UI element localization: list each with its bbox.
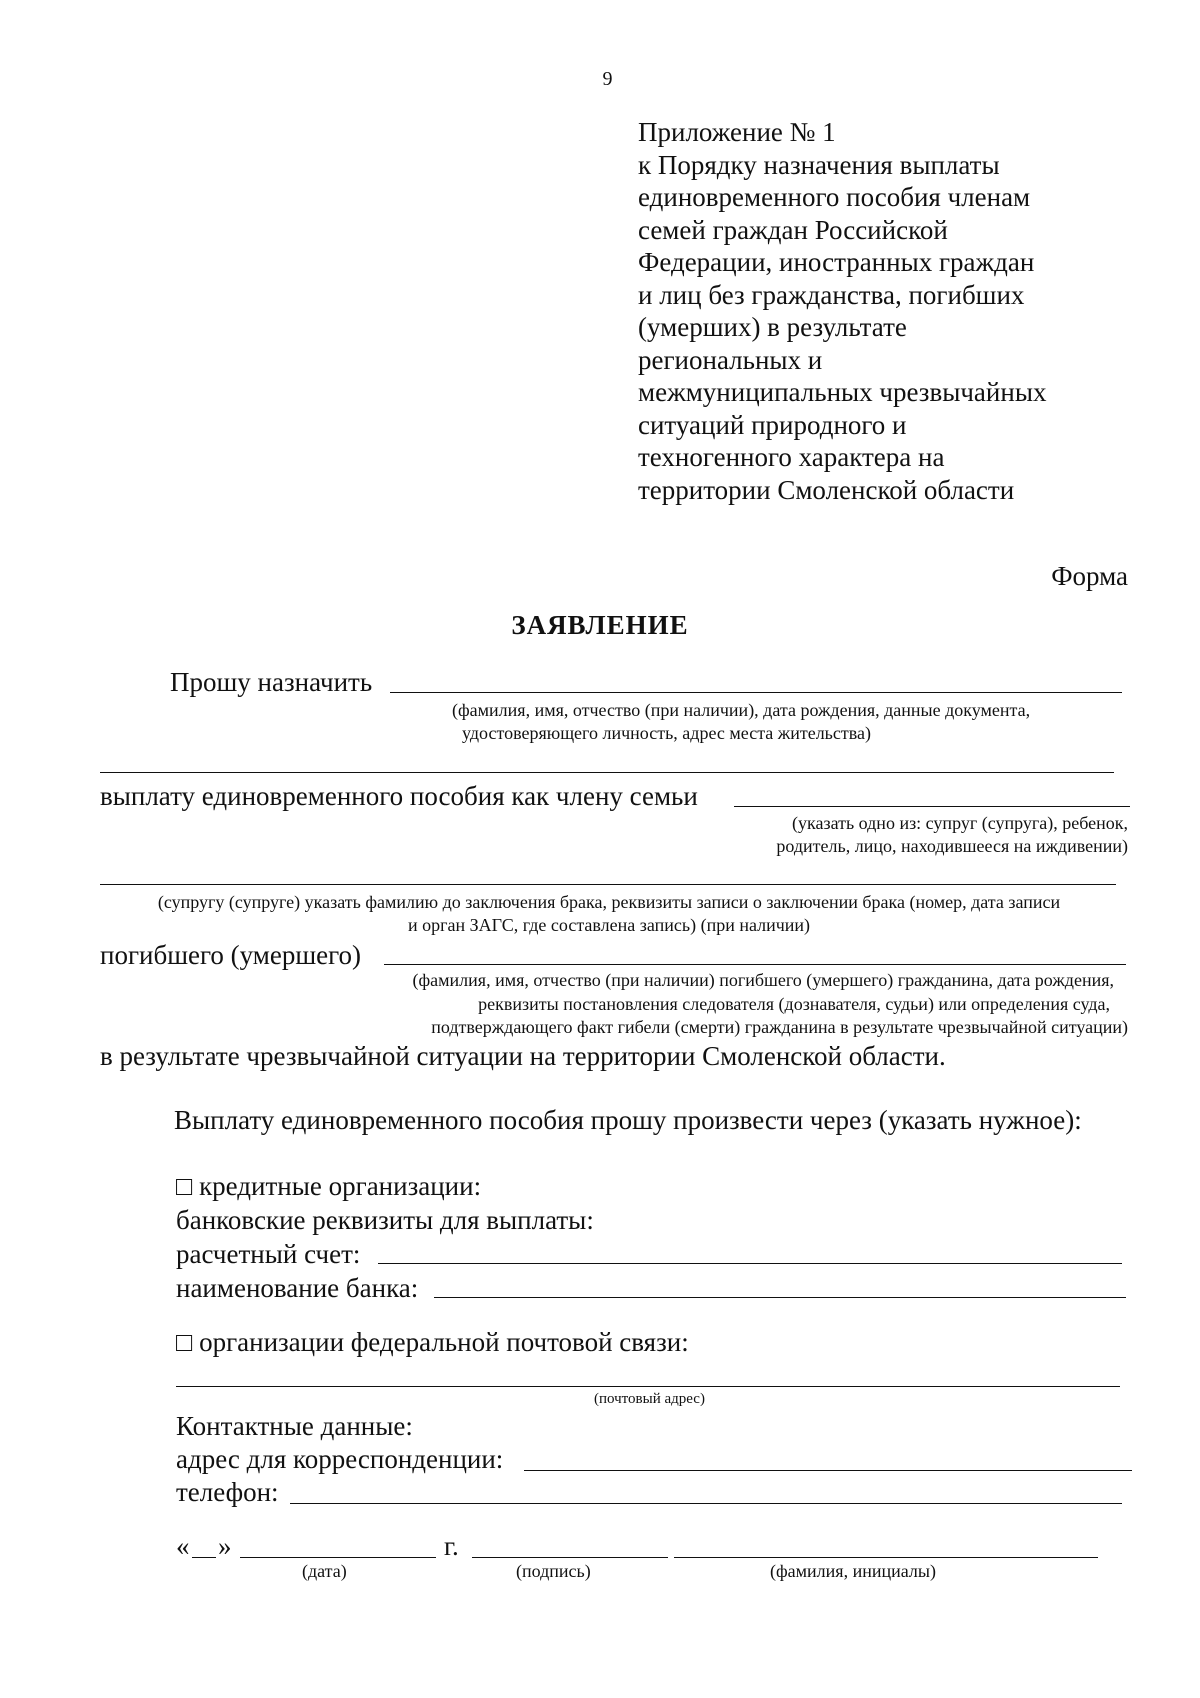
form-label: Форма	[1051, 561, 1128, 591]
applicant-field[interactable]	[390, 692, 1122, 693]
family-label: выплату единовременного пособия как члену семьи	[100, 781, 698, 811]
date-close-quote: »	[218, 1531, 232, 1561]
appendix-line: к Порядку назначения выплаты	[638, 149, 1000, 180]
post-option	[176, 1326, 689, 1358]
bank-details-label: банковские реквизиты для выплаты:	[176, 1205, 594, 1235]
appendix-line: территории Смоленской области	[638, 474, 1015, 505]
applicant-hint: удостоверяющего личность, адрес места жительства)	[462, 723, 871, 743]
postal-address-field[interactable]	[176, 1386, 1120, 1387]
relation-hint: родитель, лицо, находившееся на иждивении)	[776, 836, 1128, 856]
post-checkbox[interactable]: □	[176, 1327, 193, 1357]
spouse-hint: и орган ЗАГС, где составлена запись) (при наличии)	[407, 915, 811, 935]
document-title: ЗАЯВЛЕНИЕ	[511, 610, 689, 640]
name-initials-field[interactable]	[674, 1557, 1098, 1558]
appendix-line: единовременного пособия членам	[638, 182, 1031, 212]
day-field[interactable]	[192, 1557, 216, 1558]
correspondence-address-label: адрес для корреспонденции:	[176, 1444, 504, 1474]
spouse-details-field[interactable]	[100, 884, 1116, 885]
account-label: расчетный счет:	[176, 1239, 361, 1269]
post-option-label: организации федеральной почтовой связи:	[199, 1327, 689, 1357]
date-hint: (дата)	[302, 1561, 347, 1581]
bank-name-field[interactable]	[434, 1297, 1126, 1298]
deceased-hint: (фамилия, имя, отчество (при наличии) погибшего (умершего) гражданина, дата рождения,	[412, 970, 1114, 990]
deceased-field[interactable]	[384, 964, 1126, 965]
applicant-hint: (фамилия, имя, отчество (при наличии), дата рождения, данные документа,	[452, 700, 1031, 720]
account-field[interactable]	[378, 1263, 1122, 1264]
signature-hint: (подпись)	[516, 1561, 591, 1581]
appendix-line: Федерации, иностранных граждан	[638, 247, 1035, 277]
deceased-hint: подтверждающего факт гибели (смерти) гражданина в результате чрезвычайной ситуации)	[431, 1017, 1128, 1037]
deceased-label: погибшего (умершего)	[100, 940, 362, 970]
phone-field[interactable]	[290, 1503, 1122, 1504]
credit-option-label: кредитные организации:	[199, 1171, 482, 1201]
appendix-line: ситуаций природного и	[638, 409, 907, 440]
applicant-field-continued[interactable]	[100, 772, 1114, 773]
appendix-line: межмуниципальных чрезвычайных	[638, 377, 1047, 407]
correspondence-address-field[interactable]	[524, 1470, 1132, 1471]
spouse-hint: (супругу (супруге) указать фамилию до заключения брака, реквизиты записи о заключении брака (номер, дата записи	[157, 892, 1061, 912]
year-suffix: г.	[444, 1531, 459, 1561]
appendix-header	[638, 116, 1098, 506]
credit-option	[176, 1170, 481, 1202]
relation-field[interactable]	[734, 806, 1130, 807]
appendix-line: Приложение № 1	[638, 117, 836, 147]
appendix-line: семей граждан Российской	[638, 214, 948, 245]
name-initials-hint: (фамилия, инициалы)	[770, 1561, 936, 1581]
postal-hint: (почтовый адрес)	[594, 1391, 705, 1407]
appendix-line: и лиц без гражданства, погибших	[638, 279, 1025, 310]
appendix-line: техногенного характера на	[638, 442, 945, 472]
deceased-hint: реквизиты постановления следователя (дознавателя, судьи) или определения суда,	[478, 994, 1110, 1014]
bank-name-label: наименование банка:	[176, 1273, 419, 1303]
phone-label: телефон:	[176, 1477, 279, 1507]
month-field[interactable]	[240, 1557, 436, 1558]
relation-hint: (указать одно из: супруг (супруга), ребенок,	[792, 813, 1128, 833]
date-open-quote: «	[176, 1531, 190, 1561]
appendix-line: (умерших) в результате	[638, 312, 907, 342]
credit-checkbox[interactable]: □	[176, 1171, 193, 1201]
appendix-line: региональных и	[638, 344, 823, 375]
signature-field[interactable]	[472, 1557, 668, 1558]
page-number: 9	[602, 68, 613, 90]
payment-intro: Выплату единовременного пособия прошу произвести через (указать нужное):	[174, 1105, 1082, 1135]
contacts-label: Контактные данные:	[176, 1411, 413, 1441]
request-label: Прошу назначить	[170, 667, 373, 697]
emergency-text: в результате чрезвычайной ситуации на территории Смоленской области.	[100, 1041, 946, 1071]
